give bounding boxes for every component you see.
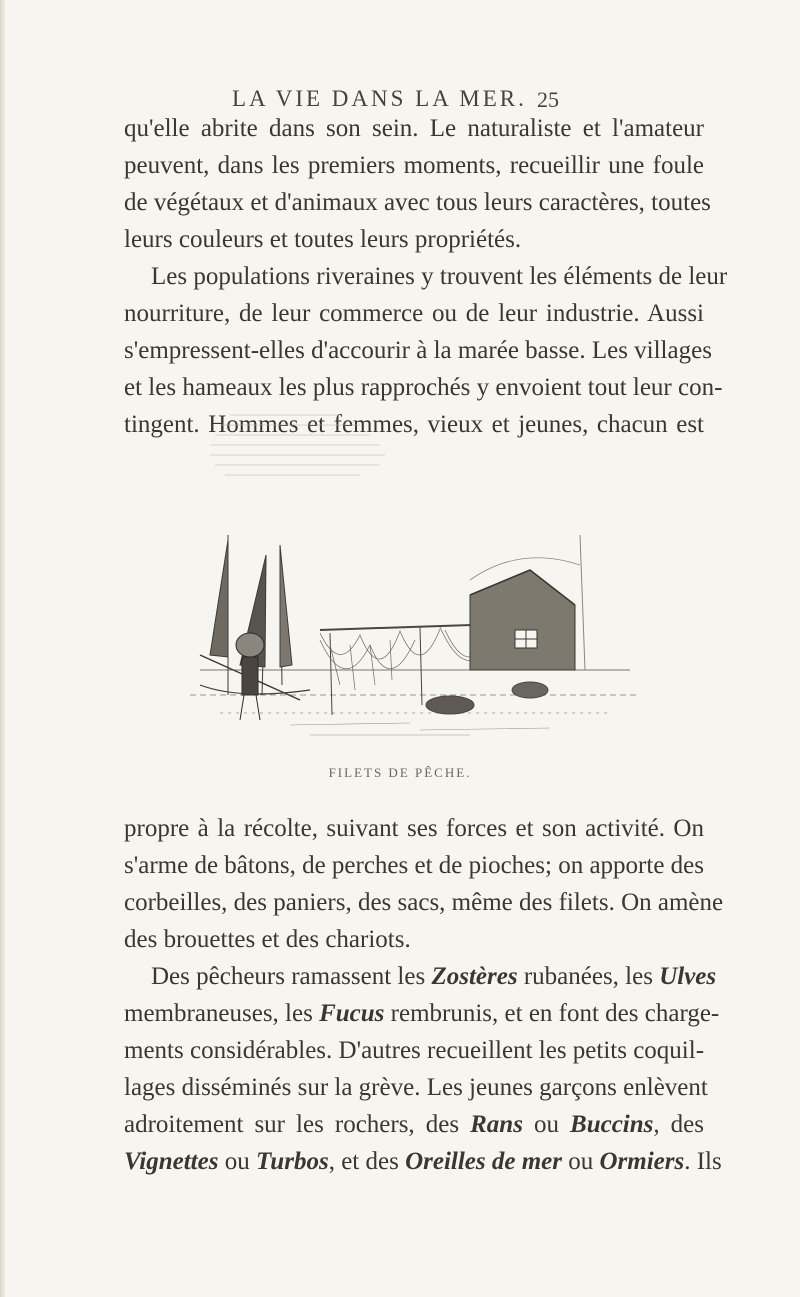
text-line: Les populations riveraines y trouvent les éléments de leur [151,263,728,290]
text-block-top [124,110,728,443]
species-name: Turbos [255,1148,329,1175]
text-line: s'arme de bâtons, de perches et de pioches; on apporte des [124,852,704,879]
text-line: ments considérables. D'autres recueillent les petits coquil- [124,1037,705,1064]
text-line: et les hameaux les plus rapprochés y envoient tout leur con- [124,374,723,401]
text-run: ou [218,1148,256,1175]
species-name: Zostères [431,963,518,990]
text-line: corbeilles, des paniers, des sacs, même des filets. On amène [124,889,724,916]
text-line: s'empressent-elles d'accourir à la marée basse. Les villages [124,337,712,364]
species-name: Ormiers [599,1148,685,1175]
figure-caption: FILETS DE PÊCHE. [328,765,472,780]
text-run: ou [522,1111,571,1138]
species-name: Buccins [570,1111,654,1138]
fisherman-hut [470,535,585,670]
species-name: Oreilles de mer [405,1148,562,1175]
text-line: des brouettes et des chariots. [124,926,411,953]
text-run: Des pêcheurs ramassent les [151,963,432,990]
text-line [124,958,717,995]
page-number: 25 [537,87,559,112]
text-line [124,1106,704,1143]
text-line: peuvent, dans les premiers moments, recueillir une foule [124,152,704,179]
text-run: rubanées, les [517,963,660,990]
text-run: , et des [328,1148,406,1175]
species-name: Rans [470,1111,523,1138]
species-name: Fucus [319,1000,385,1027]
engraving-illustration [170,395,650,755]
text-run: rembrunis, et en font des charge- [384,1000,720,1027]
text-line [124,995,720,1032]
species-name: Ulves [659,963,717,990]
text-line: propre à la récolte, suivant ses forces et son activité. On [124,815,704,842]
scan-edge [0,0,6,1297]
engraving-fishing-nets [170,395,650,755]
text-run: . Ils [684,1148,722,1175]
text-line: lages disséminés sur la grève. Les jeunes garçons enlèvent [124,1074,708,1101]
text-line: nourriture, de leur commerce ou de leur industrie. Aussi [124,300,704,327]
running-title: LA VIE DANS LA MER. [232,86,527,111]
fisherman-figure [236,633,264,720]
text-run: membraneuses, les [124,1000,320,1027]
sky-hatching [210,415,385,475]
text-line [124,1143,722,1180]
species-name: Vignettes [124,1148,219,1175]
text-run: , des [653,1111,704,1138]
text-line: tingent. Hommes et femmes, vieux et jeunes, chacun est [124,411,704,438]
text-run: ou [561,1148,600,1175]
text-line: de végétaux et d'animaux avec tous leurs caractères, toutes [124,189,711,216]
text-line: leurs couleurs et toutes leurs propriétés. [124,226,522,253]
text-run: adroitement sur les rochers, des [124,1111,471,1138]
text-line: qu'elle abrite dans son sein. Le naturaliste et l'amateur [124,115,704,142]
text-block-bottom [124,810,724,1180]
